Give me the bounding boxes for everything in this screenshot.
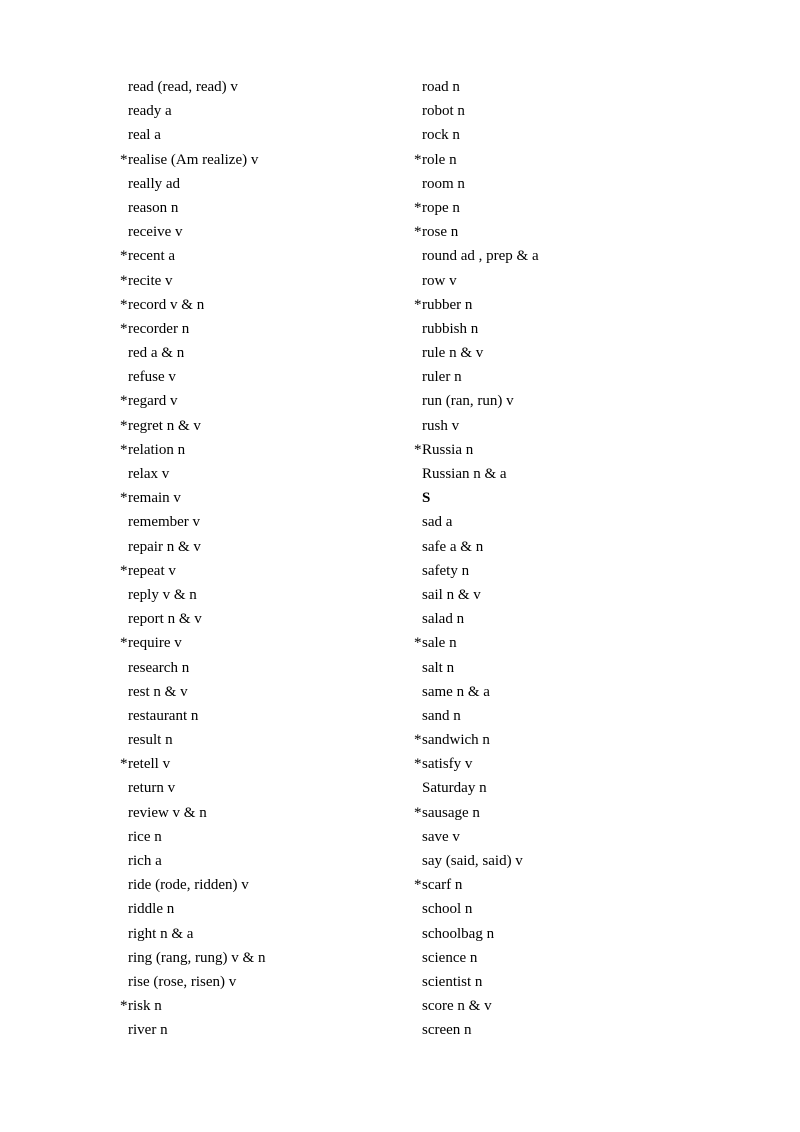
entry-marker: * xyxy=(120,151,128,168)
vocabulary-entry xyxy=(120,341,390,365)
entry-text: say (said, said) v xyxy=(422,853,523,869)
entry-text: river n xyxy=(128,1022,168,1039)
vocabulary-entry xyxy=(120,994,390,1018)
vocabulary-entry xyxy=(414,873,714,897)
entry-marker: * xyxy=(414,224,422,241)
entry-text: real a xyxy=(128,127,161,144)
entry-text: read (read, read) v xyxy=(128,79,238,95)
entry-text: ruler n xyxy=(422,369,462,386)
vocabulary-entry xyxy=(414,75,714,99)
vocabulary-entry xyxy=(414,801,714,825)
entry-text: relax v xyxy=(128,466,170,482)
entry-marker: * xyxy=(120,490,128,507)
entry-text: same n & a xyxy=(422,683,490,700)
vocabulary-entry xyxy=(414,148,714,172)
entry-text: red a & n xyxy=(128,345,185,362)
vocabulary-entry xyxy=(414,656,714,680)
vocabulary-entry xyxy=(120,922,390,946)
vocabulary-entry xyxy=(120,123,390,147)
entry-text: screen n xyxy=(422,1022,472,1039)
vocabulary-entry xyxy=(414,317,714,341)
entry-text: remember v xyxy=(128,514,201,531)
vocabulary-entry xyxy=(120,728,390,752)
entry-marker: * xyxy=(120,562,128,579)
vocabulary-entry xyxy=(120,196,390,220)
entry-text: Saturday n xyxy=(422,780,487,797)
vocabulary-entry xyxy=(120,269,390,293)
entry-marker: * xyxy=(414,441,422,458)
entry-text: sausage n xyxy=(422,804,480,821)
vocabulary-entry xyxy=(120,414,390,438)
vocabulary-entry xyxy=(414,172,714,196)
vocabulary-entry xyxy=(120,656,390,680)
entry-marker: * xyxy=(120,756,128,773)
entry-text: really ad xyxy=(128,175,181,192)
vocabulary-entry xyxy=(120,776,390,800)
entry-text: ride (rode, ridden) v xyxy=(128,877,249,894)
vocabulary-entry xyxy=(414,244,714,268)
entry-text: salt n xyxy=(422,659,455,676)
vocabulary-entry xyxy=(414,535,714,559)
entry-text: row v xyxy=(422,272,457,289)
vocabulary-entry xyxy=(120,849,390,873)
vocabulary-entry xyxy=(414,99,714,123)
entry-text: rush v xyxy=(422,417,460,434)
vocabulary-entry xyxy=(414,293,714,317)
entry-text: room n xyxy=(422,175,465,192)
vocabulary-entry xyxy=(120,438,390,462)
vocabulary-entry xyxy=(120,75,390,99)
entry-text: safety n xyxy=(422,562,470,579)
entry-marker: * xyxy=(414,635,422,652)
vocabulary-entry xyxy=(120,970,390,994)
entry-text: rock n xyxy=(422,127,460,144)
entry-marker: * xyxy=(414,151,422,168)
entry-text: recorder n xyxy=(128,320,190,337)
entry-text: report n & v xyxy=(128,611,202,628)
entry-marker: * xyxy=(120,296,128,313)
vocabulary-entry xyxy=(414,365,714,389)
entry-text: run (ran, run) v xyxy=(422,393,514,410)
vocabulary-entry xyxy=(120,172,390,196)
entry-text: scarf n xyxy=(422,877,463,894)
entry-marker: * xyxy=(120,635,128,652)
entry-text: require v xyxy=(128,635,182,652)
entry-text: salad n xyxy=(422,611,465,628)
vocabulary-entry xyxy=(120,825,390,849)
vocabulary-entry xyxy=(120,486,390,510)
entry-text: sale n xyxy=(422,635,457,652)
vocabulary-entry xyxy=(120,897,390,921)
entry-text: ring (rang, rung) v & n xyxy=(128,949,266,966)
entry-marker: * xyxy=(120,417,128,434)
entry-text: research n xyxy=(128,659,190,676)
vocabulary-entry xyxy=(120,244,390,268)
entry-marker: * xyxy=(414,877,422,894)
vocabulary-entry xyxy=(414,510,714,534)
vocabulary-entry xyxy=(414,994,714,1018)
entry-text: result n xyxy=(128,732,173,749)
entry-text: scientist n xyxy=(422,973,483,990)
vocabulary-entry xyxy=(120,535,390,559)
entry-text: repeat v xyxy=(128,562,176,579)
entry-text: Russia n xyxy=(422,441,474,458)
entry-marker: * xyxy=(414,199,422,216)
entry-text: sail n & v xyxy=(422,586,481,603)
entry-marker: * xyxy=(120,393,128,410)
entry-text: sand n xyxy=(422,707,461,724)
vocabulary-entry xyxy=(414,1018,714,1042)
vocabulary-entry xyxy=(120,462,390,486)
entry-marker: * xyxy=(120,441,128,458)
vocabulary-entry xyxy=(414,970,714,994)
vocabulary-entry xyxy=(120,1018,390,1042)
vocabulary-entry xyxy=(414,196,714,220)
vocabulary-entry xyxy=(120,293,390,317)
vocabulary-entry xyxy=(120,99,390,123)
entry-text: record v & n xyxy=(128,296,205,313)
vocabulary-entry xyxy=(414,414,714,438)
entry-text: rubber n xyxy=(422,296,473,313)
entry-text: restaurant n xyxy=(128,707,199,724)
vocabulary-entry xyxy=(414,341,714,365)
vocabulary-entry xyxy=(414,922,714,946)
entry-text: receive v xyxy=(128,224,183,241)
vocabulary-entry xyxy=(414,607,714,631)
entry-text: reason n xyxy=(128,199,179,216)
vocabulary-entry xyxy=(414,631,714,655)
vocabulary-entry xyxy=(414,220,714,244)
entry-text: return v xyxy=(128,780,176,797)
vocabulary-entry xyxy=(120,148,390,172)
vocabulary-entry xyxy=(120,607,390,631)
vocabulary-entry xyxy=(414,583,714,607)
vocabulary-entry xyxy=(414,389,714,413)
entry-text: Russian n & a xyxy=(422,466,507,482)
vocabulary-entry xyxy=(414,559,714,583)
entry-text: sad a xyxy=(422,514,453,531)
vocabulary-entry xyxy=(120,704,390,728)
entry-text: rest n & v xyxy=(128,683,188,700)
vocabulary-entry xyxy=(414,946,714,970)
section-letter-heading xyxy=(414,486,714,510)
entry-text: relation n xyxy=(128,441,186,458)
entry-marker: * xyxy=(120,320,128,337)
entry-marker: * xyxy=(414,732,422,749)
entry-text: risk n xyxy=(128,998,162,1015)
entry-text: repair n & v xyxy=(128,538,201,555)
entry-text: recite v xyxy=(128,272,173,289)
entry-text: recent a xyxy=(128,248,176,265)
entry-text: review v & n xyxy=(128,804,207,821)
entry-text: S xyxy=(422,490,431,507)
entry-marker: * xyxy=(414,804,422,821)
vocabulary-entry xyxy=(414,849,714,873)
entry-text: sandwich n xyxy=(422,732,490,749)
vocabulary-entry xyxy=(414,728,714,752)
entry-text: road n xyxy=(422,79,460,95)
entry-text: satisfy v xyxy=(422,756,473,773)
vocabulary-entry xyxy=(120,317,390,341)
entry-text: rope n xyxy=(422,199,460,216)
entry-text: riddle n xyxy=(128,901,175,918)
vocabulary-entry xyxy=(414,680,714,704)
vocabulary-entry xyxy=(414,825,714,849)
entry-text: role n xyxy=(422,151,457,168)
entry-marker: * xyxy=(120,272,128,289)
entry-text: save v xyxy=(422,828,460,845)
vocabulary-entry xyxy=(414,438,714,462)
entry-text: reply v & n xyxy=(128,586,197,603)
entry-text: round ad , prep & a xyxy=(422,248,539,265)
vocabulary-entry xyxy=(414,123,714,147)
entry-text: remain v xyxy=(128,490,181,507)
vocabulary-entry xyxy=(414,269,714,293)
vocabulary-entry xyxy=(120,946,390,970)
entry-text: rice n xyxy=(128,828,162,845)
entry-text: rich a xyxy=(128,853,162,869)
entry-text: ready a xyxy=(128,103,172,120)
vocabulary-entry xyxy=(414,704,714,728)
vocabulary-entry xyxy=(120,559,390,583)
entry-text: science n xyxy=(422,949,478,966)
entry-text: regret n & v xyxy=(128,417,201,434)
entry-text: right n & a xyxy=(128,925,194,942)
vocabulary-entry xyxy=(120,583,390,607)
entry-text: rise (rose, risen) v xyxy=(128,973,237,990)
entry-text: rubbish n xyxy=(422,320,479,337)
entry-text: robot n xyxy=(422,103,465,120)
entry-marker: * xyxy=(120,248,128,265)
vocabulary-entry xyxy=(120,365,390,389)
entry-text: retell v xyxy=(128,756,171,773)
vocabulary-entry xyxy=(120,631,390,655)
vocabulary-entry xyxy=(120,873,390,897)
vocabulary-entry xyxy=(120,680,390,704)
entry-text: refuse v xyxy=(128,369,176,386)
entry-marker: * xyxy=(414,756,422,773)
entry-text: rule n & v xyxy=(422,345,484,362)
vocabulary-entry xyxy=(120,510,390,534)
entry-text: school n xyxy=(422,901,473,918)
left-word-column xyxy=(120,75,390,1043)
entry-marker: * xyxy=(120,998,128,1015)
vocabulary-entry xyxy=(414,752,714,776)
entry-text: schoolbag n xyxy=(422,925,495,942)
vocabulary-entry xyxy=(120,389,390,413)
vocabulary-entry xyxy=(120,801,390,825)
entry-text: realise (Am realize) v xyxy=(128,151,259,168)
right-word-column xyxy=(414,75,714,1043)
entry-text: score n & v xyxy=(422,998,492,1015)
vocabulary-entry xyxy=(414,462,714,486)
vocabulary-entry xyxy=(414,897,714,921)
entry-text: regard v xyxy=(128,393,178,410)
entry-text: rose n xyxy=(422,224,459,241)
entry-marker: * xyxy=(414,296,422,313)
vocabulary-entry xyxy=(120,752,390,776)
vocabulary-entry xyxy=(414,776,714,800)
entry-text: safe a & n xyxy=(422,538,484,555)
vocabulary-entry xyxy=(120,220,390,244)
